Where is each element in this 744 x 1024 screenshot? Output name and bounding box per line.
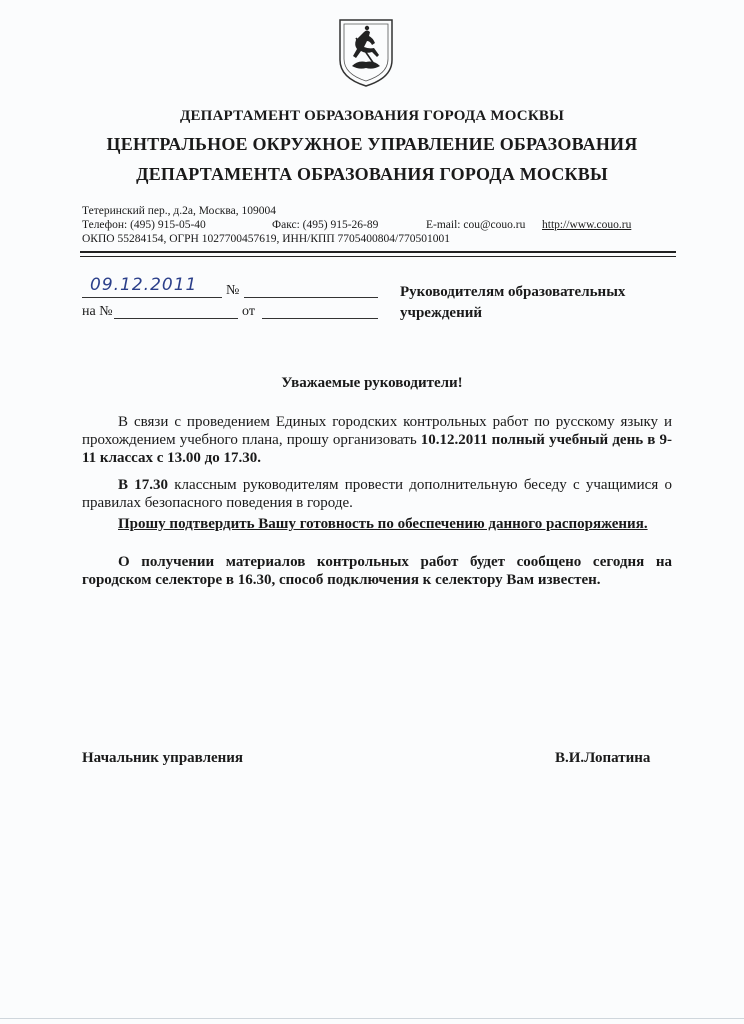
website-link[interactable]: http://www.couo.ru [542,219,632,231]
in-reply-label: на № [82,304,113,319]
contact-line [82,219,632,231]
greeting: Уважаемые руководители! [281,375,463,391]
addressee-block [400,282,680,324]
from-field-line [262,318,378,319]
address-line: Тетеринский пер., д.2а, Москва, 109004 [82,205,277,217]
directorate-parent: ДЕПАРТАМЕНТА ОБРАЗОВАНИЯ ГОРОДА МОСКВЫ [136,164,608,184]
scan-edge [0,1018,744,1019]
header-divider-thick [80,251,676,253]
handwritten-date: 09.12.2011 [90,275,198,295]
department-name: ДЕПАРТАМЕНТ ОБРАЗОВАНИЯ ГОРОДА МОСКВЫ [179,108,565,124]
addressee-line-1: Руководителям образовательных [400,284,626,300]
registry-codes: ОКПО 55284154, ОГРН 1027700457619, ИНН/КПП 7705400804/770501001 [82,233,450,245]
in-reply-field-line [114,318,238,319]
fax-text: Факс: (495) 915-26-89 [272,219,379,231]
signatory-title: Начальник управления [82,750,244,766]
addressee-line-2: учреждений [400,305,483,321]
date-underline [82,297,222,298]
paragraph-4: О получении материалов контрольных работ будет сообщено сегодня на городском селекторе в 16.30, способ подключения к селектору Вам известен. [82,554,672,588]
paragraph-1-text: В связи с проведением Единых городских контрольных работ по русскому языку и прохождением учебного плана, прошу организовать [82,414,672,448]
email-text: E-mail: cou@couo.ru [426,219,526,231]
from-label: от [242,304,255,319]
number-label: № [226,283,240,298]
paragraph-1-bold: 10.12.2011 полный учебный день в 9-11 классах с 13.00 до 17.30. [82,432,672,466]
directorate-name: ЦЕНТРАЛЬНОЕ ОКРУЖНОЕ УПРАВЛЕНИЕ ОБРАЗОВАНИЯ [106,134,638,154]
number-field-line [244,297,378,298]
signatory-name: В.И.Лопатина [555,750,651,766]
phone-text: Телефон: (495) 915-05-40 [82,219,206,231]
paragraph-2 [82,476,672,512]
moscow-coat-of-arms-icon [334,14,398,88]
paragraph-1 [82,413,672,467]
paragraph-2-text: классным руководителям провести дополнительную беседу с учащимися о правилах безопасного поведения в городе. [82,477,672,511]
paragraph-2-bold: В 17.30 [118,477,169,493]
paragraph-3-request: Прошу подтвердить Вашу готовность по обеспечению данного распоряжения. [118,516,648,532]
header-divider-thin [80,256,676,257]
